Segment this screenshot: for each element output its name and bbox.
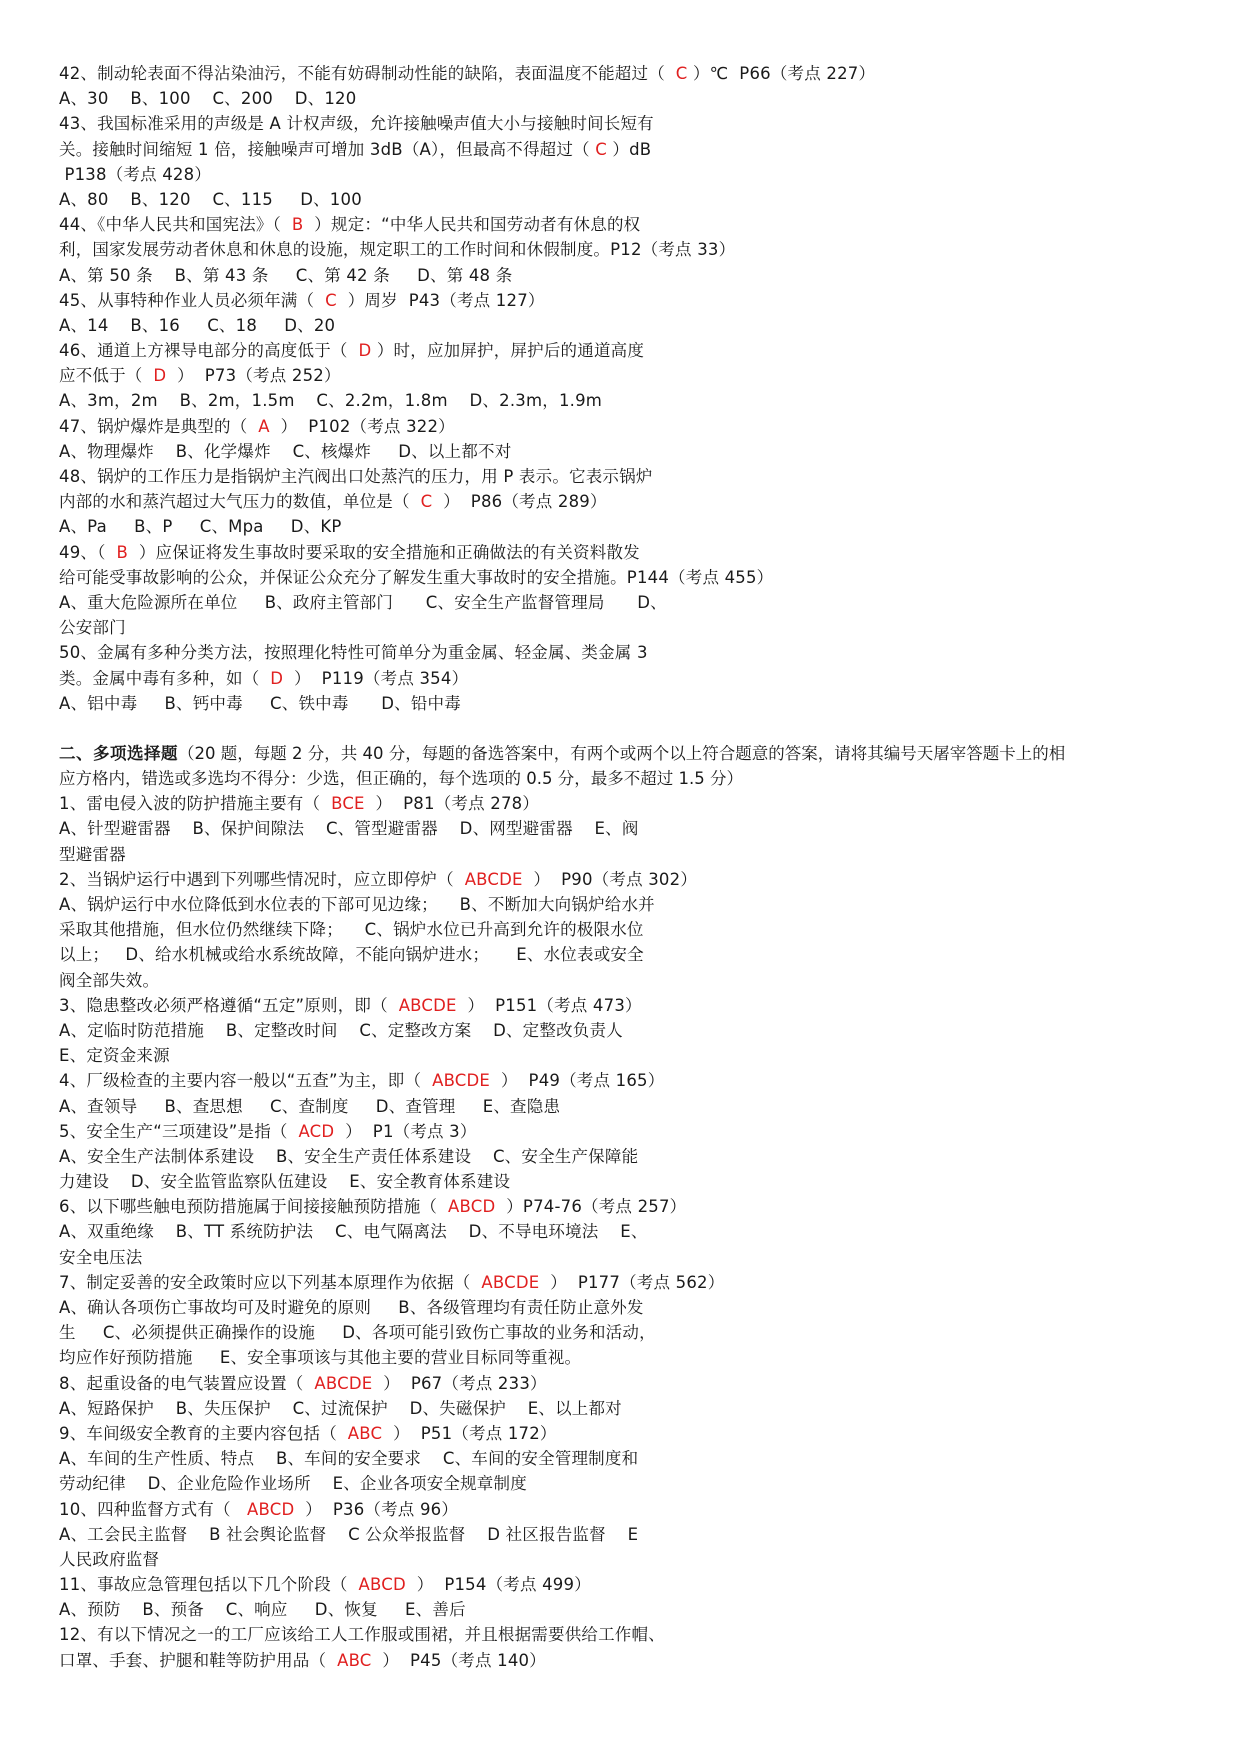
line-text-after-answer: ）应保证将发生事故时要采取的安全措施和正确做法的有关资料散发 <box>127 542 640 562</box>
text-line <box>59 237 1189 262</box>
line-text: 给可能受事故影响的公众，并保证公众充分了解发生重大事故时的安全措施。P144（考点 455） <box>59 567 774 587</box>
text-line <box>59 1648 1189 1673</box>
text-line <box>59 942 1189 967</box>
text-line <box>59 212 1189 237</box>
text-line <box>59 1446 1189 1471</box>
text-line <box>59 1371 1189 1396</box>
answer-mark: ABC <box>347 1423 383 1443</box>
line-text: 47、锅炉爆炸是典型的（ <box>59 416 259 436</box>
text-line <box>59 313 1189 338</box>
answer-mark: C <box>675 64 688 83</box>
line-text: A、铝中毒 B、钙中毒 C、铁中毒 D、铅中毒 <box>59 693 461 713</box>
answer-mark: D <box>270 668 284 688</box>
line-text: 型避雷器 <box>59 844 126 864</box>
answer-mark: C <box>595 139 607 159</box>
text-line <box>59 263 1189 288</box>
line-text: 49、（ <box>59 542 117 562</box>
text-line <box>59 1043 1189 1068</box>
text-line <box>59 1194 1189 1219</box>
text-line <box>59 86 1189 111</box>
line-text-after-answer: ） P177（考点 562） <box>539 1272 725 1292</box>
line-text: 劳动纪律 D、企业危险作业场所 E、企业各项安全规章制度 <box>59 1474 527 1494</box>
line-text-after-answer: ） P81（考点 278） <box>364 794 540 814</box>
line-text: 11、事故应急管理包括以下几个阶段（ <box>59 1575 359 1595</box>
answer-mark: ABCD <box>448 1197 496 1217</box>
line-text: 利，国家发展劳动者休息和休息的设施，规定职工的工作时间和休假制度。P12（考点 33） <box>59 240 736 260</box>
line-text-after-answer: ）P74-76（考点 257） <box>495 1197 687 1217</box>
text-line <box>59 691 1189 716</box>
text-line <box>59 1094 1189 1119</box>
line-text: A、定临时防范措施 B、定整改时间 C、定整改方案 D、定整改负责人 <box>59 1020 623 1040</box>
line-text: 9、车间级安全教育的主要内容包括（ <box>59 1423 348 1443</box>
line-text: P138（考点 428） <box>59 164 212 184</box>
line-text: 类。金属中毒有多种，如（ <box>59 668 271 688</box>
text-line <box>59 464 1189 489</box>
text-line <box>59 1320 1189 1345</box>
line-text: 力建设 D、安全监管监察队伍建设 E、安全教育体系建设 <box>59 1172 511 1192</box>
text-line <box>59 1547 1189 1572</box>
line-text: E、定资金来源 <box>59 1046 170 1066</box>
line-text: 内部的水和蒸汽超过大气压力的数值，单位是（ <box>59 492 421 512</box>
line-text-after-answer: ） P154（考点 499） <box>405 1575 591 1595</box>
answer-mark: C <box>420 492 433 512</box>
line-text-after-answer: ） P151（考点 473） <box>456 995 642 1015</box>
line-text: 以上； D、给水机械或给水系统故障，不能向锅炉进水； E、水位表或安全 <box>59 945 644 965</box>
answer-mark: B <box>291 215 304 235</box>
text-line <box>59 1471 1189 1496</box>
answer-mark: B <box>116 542 128 562</box>
text-line <box>59 187 1189 212</box>
line-text: 阀全部失效。 <box>59 970 160 990</box>
text-line <box>59 1597 1189 1622</box>
line-text: A、安全生产法制体系建设 B、安全生产责任体系建设 C、安全生产保障能 <box>59 1146 639 1166</box>
line-text-after-answer: ） P119（考点 354） <box>283 668 469 688</box>
line-text-after-answer: ） P36（考点 96） <box>294 1499 459 1519</box>
text-line <box>59 968 1189 993</box>
line-text: A、30 B、100 C、200 D、120 <box>59 89 357 109</box>
text-line <box>59 388 1189 413</box>
line-text: 4、厂级检查的主要内容一般以“五查”为主，即（ <box>59 1071 433 1091</box>
line-text: 均应作好预防措施 E、安全事项该与其他主要的营业目标同等重视。 <box>59 1348 582 1368</box>
line-text: 1、雷电侵入波的防护措施主要有（ <box>59 794 332 814</box>
line-text-after-answer: ） P102（考点 322） <box>269 416 455 436</box>
line-text-after-answer: ）规定：“中华人民共和国劳动者有休息的权 <box>303 215 641 235</box>
text-line <box>59 993 1189 1018</box>
line-text: 5、安全生产“三项建设”是指（ <box>59 1121 299 1141</box>
line-text-after-answer: ）dB <box>606 139 652 159</box>
line-text: A、短路保护 B、失压保护 C、过流保护 D、失磁保护 E、以上都对 <box>59 1398 622 1418</box>
line-text-after-answer: ）周岁 P43（考点 127） <box>336 290 545 310</box>
text-line <box>59 1421 1189 1446</box>
line-text: 42、制动轮表面不得沾染油污，不能有妨碍制动性能的缺陷，表面温度不能超过（ <box>59 64 676 83</box>
text-line <box>59 1622 1189 1647</box>
line-text: 8、起重设备的电气装置应设置（ <box>59 1373 315 1393</box>
text-line <box>59 842 1189 867</box>
section-title: 二、多项选择题 <box>59 743 178 763</box>
answer-mark: C <box>325 290 337 310</box>
line-text: 46、通道上方裸导电部分的高度低于（ <box>59 341 359 361</box>
line-text: A、物理爆炸 B、化学爆炸 C、核爆炸 D、以上都不对 <box>59 441 512 461</box>
text-line <box>59 162 1189 187</box>
line-text: 应不低于（ <box>59 366 154 386</box>
text-line <box>59 540 1189 565</box>
line-text: A、确认各项伤亡事故均可及时避免的原则 B、各级管理均有责任防止意外发 <box>59 1298 644 1317</box>
line-text: 公安部门 <box>59 618 126 638</box>
text-line <box>59 1497 1189 1522</box>
answer-mark: ABCDE <box>398 995 457 1015</box>
line-text: 44、《中华人民共和国宪法》（ <box>59 215 292 235</box>
text-line <box>59 1396 1189 1421</box>
line-text: 50、金属有多种分类方法，按照理化特性可简单分为重金属、轻金属、类金属 3 <box>59 643 648 663</box>
text-line <box>59 1018 1189 1043</box>
line-text: A、车间的生产性质、特点 B、车间的安全要求 C、车间的安全管理制度和 <box>59 1449 639 1469</box>
single-choice-section <box>59 61 1189 716</box>
line-text: A、80 B、120 C、115 D、100 <box>59 189 362 209</box>
line-text: 生 C、必须提供正确操作的设施 D、各项可能引致伤亡事故的业务和活动， <box>59 1323 656 1343</box>
line-text: A、锅炉运行中水位降低到水位表的下部可见边缘； B、不断加大向锅炉给水并 <box>59 895 655 914</box>
line-text: 人民政府监督 <box>59 1549 160 1569</box>
line-text: A、Pa B、P C、Mpa D、KP <box>59 517 342 537</box>
line-text-after-answer: ） P49（考点 165） <box>490 1071 665 1091</box>
text-line <box>59 1345 1189 1370</box>
answer-mark: ABCDE <box>432 1071 491 1091</box>
text-line <box>59 1270 1189 1295</box>
line-text-after-answer: ） P90（考点 302） <box>522 869 698 889</box>
line-text: A、预防 B、预备 C、响应 D、恢复 E、善后 <box>59 1600 466 1620</box>
answer-mark: ABCDE <box>481 1272 540 1292</box>
line-text: A、针型避雷器 B、保护间隙法 C、管型避雷器 D、网型避雷器 E、阀 <box>59 819 639 839</box>
answer-mark: BCE <box>331 794 365 814</box>
line-text-after-answer: ） P45（考点 140） <box>371 1650 546 1670</box>
section-gap <box>59 716 1189 741</box>
text-line <box>59 791 1189 816</box>
text-line <box>59 917 1189 942</box>
answer-mark: D <box>153 366 167 386</box>
line-text: 口罩、手套、护腿和鞋等防护用品（ <box>59 1650 338 1670</box>
section-description-continued: 应方格内，错选或多选均不得分：少选，但正确的，每个选项的 0.5 分，最多不超过 1.5 分） <box>59 769 743 789</box>
line-text: 采取其他措施，但水位仍然继续下降； C、锅炉水位已升高到允许的极限水位 <box>59 920 644 940</box>
line-text: A、14 B、16 C、18 D、20 <box>59 315 336 335</box>
text-line <box>59 615 1189 640</box>
line-text-after-answer: ）时，应加屏护，屏护后的通道高度 <box>371 341 645 361</box>
answer-mark: ABCDE <box>314 1373 373 1393</box>
line-text-after-answer: ）℃ P66（考点 227） <box>687 64 876 83</box>
text-line <box>59 590 1189 615</box>
line-text-after-answer: ） P67（考点 233） <box>372 1373 547 1393</box>
text-line <box>59 816 1189 841</box>
document-page <box>59 61 1189 1673</box>
line-text: A、3m，2m B、2m，1.5m C、2.2m，1.8m D、2.3m，1.9m <box>59 391 603 411</box>
answer-mark: ABCDE <box>464 869 523 889</box>
line-text: 48、锅炉的工作压力是指锅炉主汽阀出口处蒸汽的压力，用 P 表示。它表示锅炉 <box>59 467 653 486</box>
text-line <box>59 1295 1189 1320</box>
line-text-after-answer: ） P1（考点 3） <box>334 1121 477 1141</box>
line-text: A、查领导 B、查思想 C、查制度 D、查管理 E、查隐患 <box>59 1096 561 1116</box>
answer-mark: A <box>258 416 270 436</box>
text-line <box>59 288 1189 313</box>
text-line <box>59 1169 1189 1194</box>
line-text-after-answer: ） P51（考点 172） <box>382 1423 557 1443</box>
text-line <box>59 363 1189 388</box>
text-line <box>59 414 1189 439</box>
text-line <box>59 1245 1189 1270</box>
text-line <box>59 514 1189 539</box>
text-line <box>59 640 1189 665</box>
line-text-after-answer: ） P86（考点 289） <box>432 492 607 512</box>
line-text: A、第 50 条 B、第 43 条 C、第 42 条 D、第 48 条 <box>59 265 513 285</box>
section-description: （20 题，每题 2 分，共 40 分，每题的备选答案中，有两个或两个以上符合题意的答案，请将其编号天屠宰答题卡上的相 <box>178 743 1066 763</box>
text-line <box>59 1522 1189 1547</box>
line-text: 安全电压法 <box>59 1247 143 1267</box>
answer-mark: ABCD <box>247 1499 295 1519</box>
line-text: A、重大危险源所在单位 B、政府主管部门 C、安全生产监督管理局 D、 <box>59 592 667 612</box>
text-line <box>59 61 1189 86</box>
text-line <box>59 137 1189 162</box>
text-line <box>59 338 1189 363</box>
section-heading <box>59 741 1189 766</box>
line-text: 7、制定妥善的安全政策时应以下列基本原理作为依据（ <box>59 1272 482 1292</box>
text-line <box>59 489 1189 514</box>
line-text: 10、四种监督方式有（ <box>59 1499 248 1519</box>
answer-mark: ABCD <box>358 1575 406 1595</box>
line-text: 6、以下哪些触电预防措施属于间接接触预防措施（ <box>59 1197 448 1217</box>
text-line <box>59 892 1189 917</box>
text-line <box>59 867 1189 892</box>
text-line <box>59 666 1189 691</box>
line-text: 关。接触时间缩短 1 倍，接触噪声可增加 3dB（A），但最高不得超过（ <box>59 139 596 159</box>
line-text-after-answer: ） P73（考点 252） <box>166 366 341 386</box>
line-text: 2、当锅炉运行中遇到下列哪些情况时，应立即停炉（ <box>59 869 465 889</box>
text-line <box>59 565 1189 590</box>
multiple-choice-section <box>59 791 1189 1673</box>
text-line <box>59 1119 1189 1144</box>
answer-mark: ABC <box>337 1650 372 1670</box>
text-line <box>59 1219 1189 1244</box>
text-line <box>59 111 1189 136</box>
line-text: 12、有以下情况之一的工厂应该给工人工作服或围裙，并且根据需要供给工作帽、 <box>59 1625 665 1645</box>
text-line <box>59 1144 1189 1169</box>
line-text: 3、隐患整改必须严格遵循“五定”原则，即（ <box>59 995 399 1015</box>
text-line <box>59 439 1189 464</box>
answer-mark: ACD <box>298 1121 335 1141</box>
line-text: A、双重绝缘 B、TT 系统防护法 C、电气隔离法 D、不导电环境法 E、 <box>59 1222 648 1242</box>
line-text: 45、从事特种作业人员必须年满（ <box>59 290 326 310</box>
text-line <box>59 1572 1189 1597</box>
line-text: 43、我国标准采用的声级是 A 计权声级，允许接触噪声值大小与接触时间长短有 <box>59 114 654 134</box>
text-line <box>59 1068 1189 1093</box>
answer-mark: D <box>358 341 372 361</box>
line-text: A、工会民主监督 B 社会舆论监督 C 公众举报监督 D 社区报告监督 E <box>59 1524 639 1544</box>
